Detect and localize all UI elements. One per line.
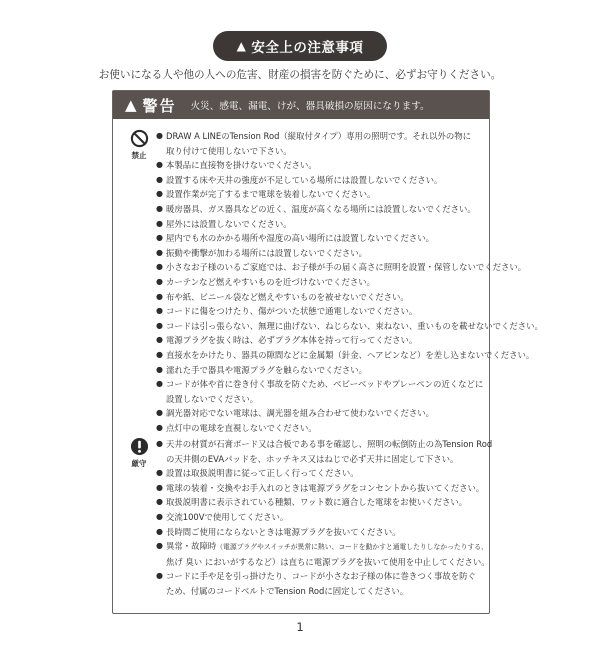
list-item: [156, 421, 486, 436]
list-item: [156, 129, 486, 158]
list-item: [156, 510, 486, 525]
list-item: [156, 231, 486, 246]
list-item: [156, 348, 535, 363]
intro-text: お使いになる人や他の人への危害、財産の損害を防ぐために、必ずお守りください。: [98, 69, 502, 81]
list-item: [156, 202, 486, 217]
list-item-line: [166, 539, 486, 555]
list-item-line: ● 設置は取扱説明書に従って正しく行ってください。: [166, 468, 359, 479]
list-item: [156, 406, 486, 421]
list-item-line: ● 点灯中の電球を直視しないでください。: [166, 422, 317, 433]
list-item-line: ● コードに傷をつけたり、傷がついた状態で通電しないでください。: [166, 306, 418, 317]
list-item-line: ● 設置する床や天井の強度が不足している場所には設置しないでください。: [166, 174, 443, 185]
list-item: [156, 304, 486, 319]
list-item-line: ● 電球の装着・交換やお手入れのときは電源プラグをコンセントから抜いてください。: [166, 482, 485, 493]
prohibited-list: [156, 129, 543, 435]
list-item-line: ● カーテンなど燃えやすいものを近づけないでください。: [166, 276, 375, 287]
list-item: [156, 437, 493, 466]
list-item: [156, 246, 486, 261]
mandatory-list: [156, 437, 493, 599]
mandatory-label: 厳守: [131, 459, 147, 468]
list-item: [156, 495, 486, 510]
list-item: [156, 525, 486, 540]
list-item: [156, 363, 486, 378]
list-item-line: ● 小さなお子様のいるご家庭では、お子様が手の届く高さに照明を設置・保管しないでください。: [166, 262, 527, 273]
list-item: [156, 481, 486, 496]
warning-header: [113, 91, 489, 119]
list-item: [156, 319, 543, 334]
list-item: [156, 217, 486, 232]
list-item-line: ● コードは引っ張らない、無理に曲げない、ねじらない、束ねない、重いものを載せないでください。: [166, 320, 543, 331]
warning-triangle-icon: ▲: [236, 39, 247, 53]
exclamation-icon: [130, 437, 149, 456]
mandatory-marker: [127, 437, 151, 469]
list-item: [156, 187, 486, 202]
list-item-line: ● 直接水をかけたり、器具の隙間などに金属類（針金、ヘアピンなど）を差し込まないでください。: [166, 349, 535, 360]
list-item-line: ● コードが体や首に巻き付く事故を防ぐため、ベビーベッドやプレーペンの近くなどに: [166, 379, 484, 390]
list-item-line: ● 設置作業が完了するまで電球を装着しないでください。: [166, 189, 376, 200]
list-item: [156, 290, 486, 305]
list-item: [156, 173, 486, 188]
list-item-line: ● 暖房器具、ガス器具などの近く、温度が高くなる場所には設置しないでください。: [166, 203, 476, 214]
list-item: [156, 569, 486, 598]
list-item-line: ● 本製品に直接物を掛けないでください。: [166, 160, 317, 171]
list-item-line: ● 天井の材質が石膏ボード又は合板である事を確認し、照明の転倒防止の為Tension Rod: [166, 439, 493, 449]
warning-label: 警告: [142, 96, 177, 115]
list-item-line: ● 取扱説明書に表示されている種類、ワット数に適合した電球をお使いください。: [166, 497, 468, 508]
list-item-line: ● 振動や衝撃が加わる場所には設置しないでください。: [166, 247, 367, 258]
list-item: [156, 539, 490, 569]
list-item: [156, 333, 486, 348]
prohibited-label: 禁止: [131, 151, 147, 160]
list-item-line: ● コードに手や足を引っ掛けたり、コードが小さなお子様の体に巻きつく事故を防ぐ: [166, 571, 476, 582]
list-item-line: ● 調光器対応でない電球は、調光器を組み合わせて使わないでください。: [166, 408, 434, 419]
list-item-line: ● 濡れた手で器具や電源プラグを触らないでください。: [166, 364, 367, 375]
list-item-line: 焦げ 臭い においがするなど）は直ちに電源プラグを抜いて使用を中止してください。: [166, 556, 490, 567]
list-item-line: 取り付けて使用しないで下さい。: [166, 145, 292, 156]
list-item: [156, 275, 486, 290]
list-item-line: ● 屋内でも水のかかる場所や湿度の高い場所には設置しないでください。: [166, 233, 434, 244]
list-item-line: ● DRAW A LINEのTension Rod（縦取付タイプ）専用の照明です。それ以外の物に: [166, 131, 472, 141]
warning-box: [112, 90, 543, 614]
warning-triangle-icon: ▲: [125, 96, 137, 114]
page-number: 1: [296, 620, 304, 634]
list-item: [156, 158, 486, 173]
list-item-line: ● 布や紙、ビニール袋など燃えやすいものを被せないでください。: [166, 291, 409, 302]
section-title-text: 安全上の注意事項: [251, 40, 364, 56]
section-title: [213, 31, 387, 61]
list-item: [156, 466, 486, 481]
list-item-line: の天井側のEVAパッドを、ホッチキス又はねじで必ず天井に固定して下さい。: [166, 453, 459, 464]
list-item: [156, 260, 527, 275]
list-item: [156, 377, 486, 406]
list-item-line: ● 交流100Vで使用してください。: [166, 511, 289, 522]
list-item-text: 異常・故障時: [166, 541, 217, 552]
list-item-line: ● 長時間ご使用にならないときは電源プラグを抜いてください。: [166, 526, 401, 537]
list-item-line: ● 屋外には設置しないでください。: [166, 218, 292, 229]
list-item-line: ● 電源プラグを抜く時は、必ずプラグ本体を持って行ってください。: [166, 335, 418, 346]
warning-description: 火災、感電、漏電、けが、器具破損の原因になります。: [190, 101, 430, 112]
prohibition-icon: [130, 129, 149, 148]
prohibited-marker: [127, 129, 151, 161]
list-item-line: 設置しないでください。: [166, 393, 259, 404]
list-item-line: ため、付属のコードベルトでTension Rodに固定してください。: [166, 585, 409, 596]
list-item-note: （電源プラグやスイッチが異常に熱い、コードを動かすと通電したりしなかったりする、: [216, 543, 488, 552]
